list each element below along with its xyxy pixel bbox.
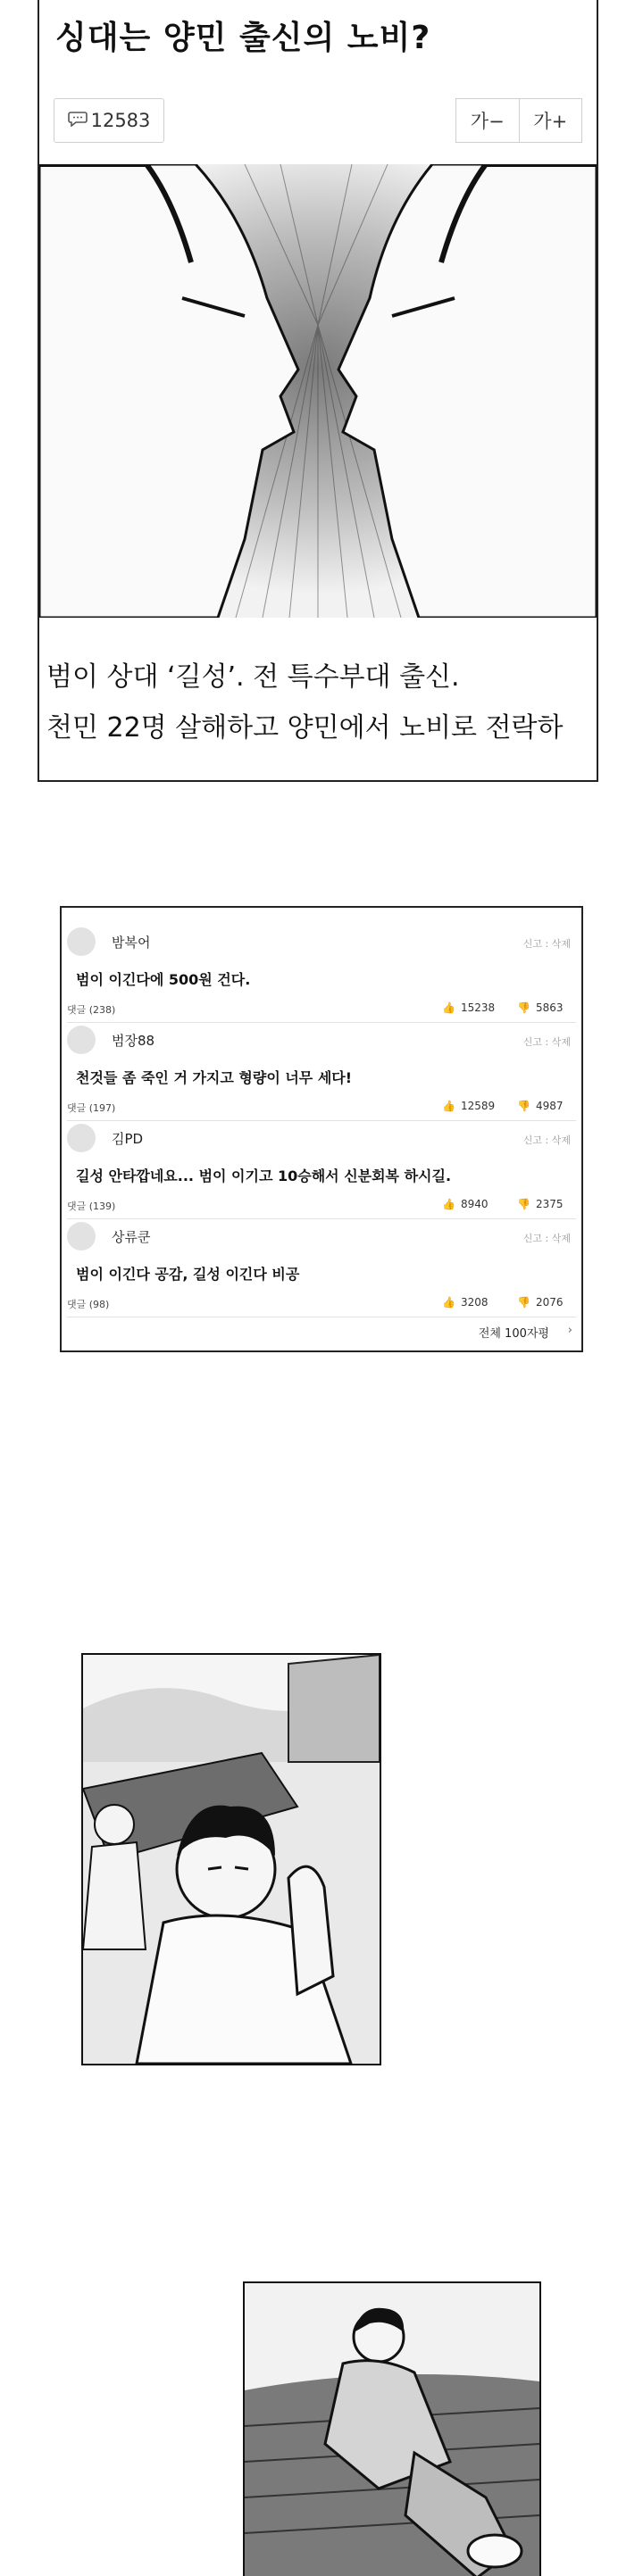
divider [67,1022,576,1023]
comment-user[interactable]: 밤복어 [112,935,151,951]
caption-line-2: 천민 22명 살해하고 양민에서 노비로 전락하 [46,712,564,744]
avatar [67,1222,96,1251]
dislike-button[interactable] [517,1296,564,1309]
divider [67,1218,576,1219]
dislike-count: 2375 [535,1198,564,1210]
reply-count-link[interactable]: 댓글 (139) [67,1201,116,1212]
reply-count-link[interactable]: 댓글 (197) [67,1102,116,1114]
comment-text: 길성 안타깝네요... 범이 이기고 10승해서 신분회복 하시길. [76,1168,452,1184]
avatar [67,1026,96,1054]
chevron-right-icon[interactable]: › [567,1324,572,1337]
hero-manga-image [39,164,597,618]
report-delete-link[interactable]: 신고 : 삭제 [522,938,571,950]
dislike-count: 4987 [535,1100,564,1112]
report-delete-link[interactable]: 신고 : 삭제 [522,1036,571,1048]
dislike-count: 2076 [535,1296,564,1309]
like-button[interactable] [442,1296,489,1309]
thumbs-up-icon: 👍 [442,1100,455,1112]
manga-panel-image [243,2281,541,2576]
comment-user[interactable]: 상류쿤 [112,1229,151,1245]
all-comments-link[interactable]: 전체 100자평 [478,1327,549,1341]
caption-line-1: 범이 상대 ‘길성’. 전 특수부대 출신. [46,661,460,693]
comment-text: 범이 이긴다 공감, 길성 이긴다 비공 [76,1266,300,1283]
article-panel [38,0,598,782]
like-button[interactable] [442,1100,495,1112]
divider [67,1120,576,1121]
thumbs-up-icon: 👍 [442,1296,455,1309]
thumbs-down-icon: 👎 [517,1001,530,1014]
thumbs-down-icon: 👎 [517,1296,530,1309]
manga-panel-image [81,1653,381,2065]
dislike-button[interactable] [517,1198,564,1210]
report-delete-link[interactable]: 신고 : 삭제 [522,1233,571,1244]
thumbs-down-icon: 👎 [517,1198,530,1210]
comments-panel [60,906,583,1352]
font-size-controls [455,98,582,143]
like-count: 12589 [460,1100,496,1112]
reply-count-link[interactable]: 댓글 (238) [67,1004,116,1016]
comment-count-button[interactable] [54,98,164,143]
article-title: 싱대는 양민 출신의 노비? [55,20,431,56]
like-count: 8940 [460,1198,489,1210]
comment-user[interactable]: 김PD [112,1131,144,1147]
dislike-button[interactable] [517,1100,564,1112]
comment-count-value: 12583 [90,110,151,131]
comment-text: 천것들 좀 죽인 거 가지고 형량이 너무 세다! [76,1069,353,1086]
speech-bubble-icon [68,110,88,131]
like-button[interactable] [442,1001,495,1014]
like-count: 15238 [460,1001,496,1014]
avatar [67,1124,96,1152]
avatar [67,927,96,956]
report-delete-link[interactable]: 신고 : 삭제 [522,1134,571,1146]
thumbs-up-icon: 👍 [442,1198,455,1210]
like-button[interactable] [442,1198,489,1210]
comment-text: 범이 이긴다에 500원 건다. [76,971,251,988]
font-decrease-button[interactable]: 가− [470,111,505,132]
dislike-count: 5863 [535,1001,564,1014]
reply-count-link[interactable]: 댓글 (98) [67,1299,110,1310]
like-count: 3208 [460,1296,489,1309]
comment-user[interactable]: 범장88 [112,1033,155,1049]
dislike-button[interactable] [517,1001,564,1014]
thumbs-up-icon: 👍 [442,1001,455,1014]
thumbs-down-icon: 👎 [517,1100,530,1112]
font-increase-button[interactable]: 가+ [519,99,582,142]
